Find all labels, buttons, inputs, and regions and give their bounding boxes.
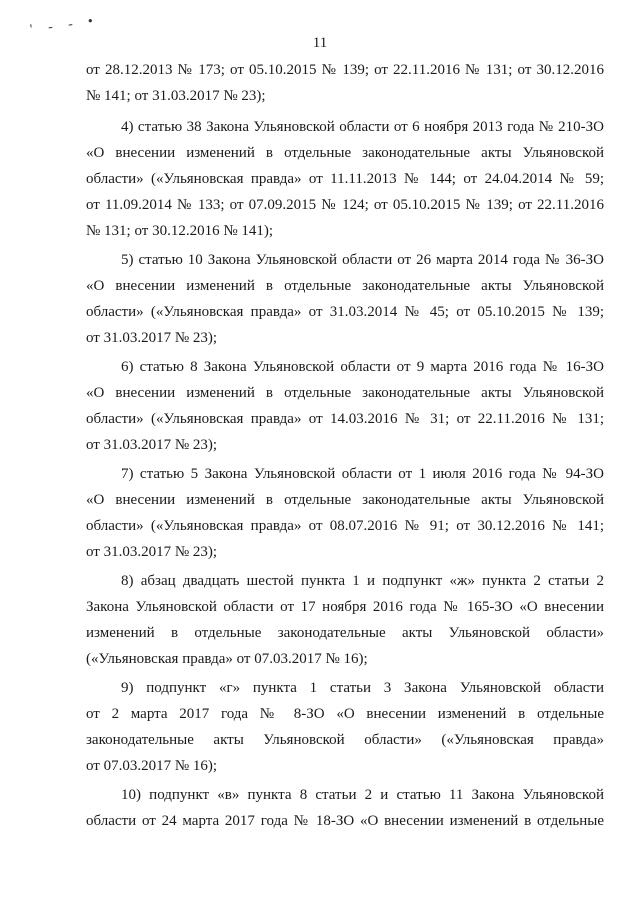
text-line: области от 24 марта 2017 года № 18-ЗО «О внесении изменений в отдельные (86, 813, 604, 829)
text-line: 9) подпункт «г» пункта 1 статьи 3 Закона Ульяновской области (121, 680, 604, 696)
text-line: от 31.03.2017 № 23); (86, 330, 218, 346)
scan-marks: ' - - • (29, 13, 100, 38)
text-line: от 2 марта 2017 года № 8-ЗО «О внесении изменений в отдельные (86, 706, 604, 722)
page-number: 11 (312, 35, 328, 51)
text-line: от 11.09.2014 № 133; от 07.09.2015 № 124; от 05.10.2015 № 139; от 22.11.2016 (86, 197, 604, 213)
text-line: 6) статью 8 Закона Ульяновской области от 9 марта 2016 года № 16-ЗО (121, 359, 604, 375)
text-line: от 31.03.2017 № 23); (86, 437, 218, 453)
text-line: 4) статью 38 Закона Ульяновской области от 6 ноября 2013 года № 210-ЗО (121, 119, 604, 135)
text-line: № 131; от 30.12.2016 № 141); (86, 223, 274, 239)
text-line: от 07.03.2017 № 16); (86, 758, 218, 774)
text-line: законодательные акты Ульяновской области» («Ульяновская правда» (86, 732, 604, 748)
text-line: 8) абзац двадцать шестой пункта 1 и подпункт «ж» пункта 2 статьи 2 (121, 573, 604, 589)
text-line: области» («Ульяновская правда» от 08.07.2016 № 91; от 30.12.2016 № 141; (86, 518, 604, 534)
text-line: от 28.12.2013 № 173; от 05.10.2015 № 139; от 22.11.2016 № 131; от 30.12.2016 (86, 62, 604, 78)
text-line: области» («Ульяновская правда» от 14.03.2016 № 31; от 22.11.2016 № 131; (86, 411, 604, 427)
text-line: «О внесении изменений в отдельные законодательные акты Ульяновской (86, 278, 604, 294)
text-line: области» («Ульяновская правда» от 31.03.2014 № 45; от 05.10.2015 № 139; (86, 304, 604, 320)
text-line: от 31.03.2017 № 23); (86, 544, 218, 560)
text-line: 7) статью 5 Закона Ульяновской области от 1 июля 2016 года № 94-ЗО (121, 466, 604, 482)
text-line: изменений в отдельные законодательные акты Ульяновской области» (86, 625, 604, 641)
text-line: № 141; от 31.03.2017 № 23); (86, 88, 266, 104)
text-line: Закона Ульяновской области от 17 ноября 2016 года № 165-ЗО «О внесении (86, 599, 604, 615)
text-line: («Ульяновская правда» от 07.03.2017 № 16); (86, 651, 368, 667)
text-line: 10) подпункт «в» пункта 8 статьи 2 и статью 11 Закона Ульяновской (121, 787, 604, 803)
text-line: «О внесении изменений в отдельные законодательные акты Ульяновской (86, 492, 604, 508)
text-line: «О внесении изменений в отдельные законодательные акты Ульяновской (86, 385, 604, 401)
text-line: 5) статью 10 Закона Ульяновской области от 26 марта 2014 года № 36-ЗО (121, 252, 604, 268)
text-line: области» («Ульяновская правда» от 11.11.2013 № 144; от 24.04.2014 № 59; (86, 171, 604, 187)
text-line: «О внесении изменений в отдельные законодательные акты Ульяновской (86, 145, 604, 161)
